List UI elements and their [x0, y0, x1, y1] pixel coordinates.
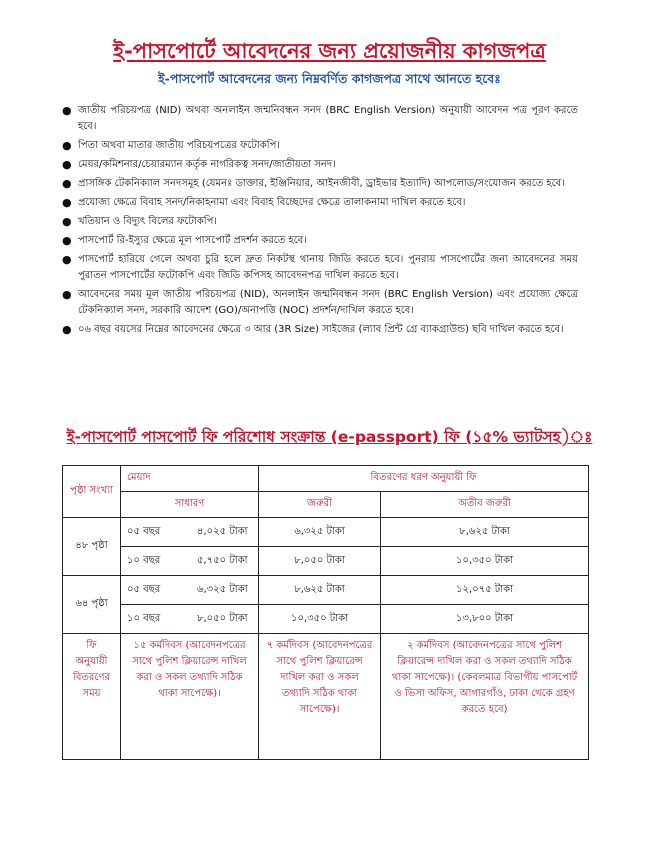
list-item: [62, 195, 578, 211]
bullet-icon: ●: [62, 323, 72, 336]
super-fee-cell: ১৩,৮০০ টাকা: [381, 605, 589, 634]
regular-fee-text: ৫,৭৫০ টাকা: [197, 554, 248, 566]
fee-table: [62, 465, 589, 760]
list-item: [62, 287, 578, 319]
list-item: [62, 214, 578, 230]
requirement-text: আবেদনের সময় মূল জাতীয় পরিচয়পত্র (NID), অনলাইন জন্মনিবন্ধন সনদ (BRC English Version) এবং প্রযোজ্য ক্ষেত্রে টেকনিক্যাল সনদ, সরকারি আদেশ (GO)/অনাপত্তি (NOC) প্রদর্শন/দাখিল করতে হবে।: [78, 289, 578, 316]
header-pages: পৃষ্ঠা সংখ্যা: [63, 466, 121, 518]
urgent-fee-cell: ১০,৩৫০ টাকা: [259, 605, 381, 634]
requirement-text: খতিয়ান ও বিদ্যুৎ বিলের ফটোকপি।: [78, 216, 217, 227]
fee-section-title: ই-পাসপোর্ট পাসপোর্ট ফি পরিশোধ সংক্রান্ত (e-passport) ফি (১৫% ভ্যাটসহ)ঃ: [66, 428, 593, 446]
list-item: [62, 103, 578, 135]
bullet-icon: ●: [62, 158, 72, 171]
regular-fee-text: ৬,৩২৫ টাকা: [197, 583, 248, 595]
regular-fee-text: ৮,০৫০ টাকা: [197, 612, 248, 624]
period-text: ০৫ বছর: [127, 583, 161, 595]
requirements-list: [62, 103, 578, 341]
table-row: [63, 518, 589, 547]
bullet-icon: ●: [62, 139, 72, 152]
header-super-urgent: অতীব জরুরী: [381, 492, 589, 518]
bullet-icon: ●: [62, 196, 72, 209]
page-subtitle: ই-পাসপোর্ট আবেদনের জন্য নিম্নবর্ণিত কাগজপত্র সাথে আনতে হবেঃ: [158, 71, 501, 86]
header-urgent: জরুরী: [259, 492, 381, 518]
header-validity: মেয়াদ: [121, 466, 259, 492]
list-item: [62, 138, 578, 154]
requirement-text: পাসপোর্ট রি-ইস্যুর ক্ষেত্রে মূল পাসপোর্ট প্রদর্শন করতে হবে।: [78, 235, 307, 246]
super-fee-cell: ৮,৬২৫ টাকা: [381, 518, 589, 547]
list-item: [62, 157, 578, 173]
requirement-text: পিতা অথবা মাতার জাতীয় পরিচয়পত্রের ফটোকপি।: [78, 140, 280, 151]
urgent-fee-cell: ৬,৩২৫ টাকা: [259, 518, 381, 547]
table-row: [63, 576, 589, 605]
list-item: [62, 233, 578, 249]
bullet-icon: ●: [62, 288, 72, 301]
bullet-icon: ●: [62, 253, 72, 266]
requirement-text: প্রাসঙ্গিক টেকনিক্যাল সনদসমূহ (যেমনঃ ডাক্তার, ইঞ্জিনিয়ার, আইনজীবী, ড্রাইভার ইত্যাদি) আপলোড/সংযোজন করতে হবে।: [78, 178, 565, 189]
delivery-regular-cell: ১৫ কর্মদিবস (আবেদনপত্রের সাথে পুলিশ ক্লিয়ারেন্স দাখিল করা ও সকল তথ্যাদি সঠিক থাকা সাপেক্ষে)।: [121, 634, 259, 760]
period-text: ০৫ বছর: [127, 525, 161, 537]
list-item: [62, 176, 578, 192]
urgent-fee-cell: ৮,০৫০ টাকা: [259, 547, 381, 576]
pages-cell: ৪৮ পৃষ্ঠা: [63, 518, 121, 576]
bullet-icon: ●: [62, 177, 72, 190]
period-text: ১০ বছর: [127, 612, 161, 624]
super-fee-cell: ১২,০৭৫ টাকা: [381, 576, 589, 605]
delivery-label-cell: ফি অনুযায়ী বিতরণের সময়: [63, 634, 121, 760]
table-header-row: [63, 492, 589, 518]
delivery-row: [63, 634, 589, 760]
super-fee-cell: ১০,৩৫০ টাকা: [381, 547, 589, 576]
table-row: [63, 605, 589, 634]
list-item: [62, 252, 578, 284]
requirement-text: পাসপোর্ট হারিয়ে গেলে অথবা চুরি হলে দ্রুত নিকটস্থ থানায় জিডি করতে হবে। পুনরায় পাসপোর্টের জন্য আবেদনের সময় পুরাতন পাসপোর্টের ফটোকপি এবং জিডি কপিসহ আবেদনপত্র দাখিল করতে হবে।: [78, 254, 578, 281]
regular-fee-text: ৪,০২৫ টাকা: [197, 525, 248, 537]
requirement-text: ০৬ বছর বয়সের নিম্নের আবেদনের ক্ষেত্রে ৩ আর (3R Size) সাইজের (ল্যাব প্রিন্ট গ্রে ব্যাকগ্রাউন্ড) ছবি দাখিল করতে হবে।: [78, 324, 564, 335]
bullet-icon: ●: [62, 104, 72, 117]
list-item: [62, 322, 578, 338]
urgent-fee-cell: ৮,৬২৫ টাকা: [259, 576, 381, 605]
page-title: ই-পাসপোর্টে আবেদনের জন্য প্রয়োজনীয় কাগজপত্র: [113, 39, 546, 63]
header-fee-group: বিতরণের ধরণ অনুযায়ী ফি: [259, 466, 589, 492]
requirement-text: মেয়র/কমিশনার/চেয়ারম্যান কর্তৃক নাগরিকত্ব সনদ/জাতীয়তা সনদ।: [78, 159, 336, 170]
bullet-icon: ●: [62, 234, 72, 247]
bullet-icon: ●: [62, 215, 72, 228]
header-regular: সাধারণ: [121, 492, 259, 518]
period-text: ১০ বছর: [127, 554, 161, 566]
requirement-text: জাতীয় পরিচয়পত্র (NID) অথবা অনলাইন জন্মনিবন্ধন সনদ (BRC English Version) অনুযায়ী আবেদন পত্র পূরণ করতে হবে।: [78, 105, 578, 132]
validity-regular-cell: [121, 518, 259, 547]
table-header-row: [63, 466, 589, 492]
validity-regular-cell: [121, 576, 259, 605]
delivery-urgent-cell: ৭ কর্মদিবস (আবেদনপত্রের সাথে পুলিশ ক্লিয়ারেন্স দাখিল করা ও সকল তথ্যাদি সঠিক থাকা সাপেক্ষে)।: [259, 634, 381, 760]
validity-regular-cell: [121, 605, 259, 634]
validity-regular-cell: [121, 547, 259, 576]
delivery-super-urgent-cell: ২ কর্মদিবস (আবেদনপত্রের সাথে পুলিশ ক্লিয়ারেন্স দাখিল করা ও সকল তথ্যাদি সঠিক থাকা সাপেক্ষে)। (কেবলমাত্র বিভাগীয় পাসপোর্ট ও ভিসা অফিস, আগারগাঁও, ঢাকা থেকে গ্রহণ করতে হবে): [381, 634, 589, 760]
table-row: [63, 547, 589, 576]
requirement-text: প্রযোজ্য ক্ষেত্রে বিবাহ সনদ/নিকাহনামা এবং বিবাহ বিচ্ছেদের ক্ষেত্রে তালাকনামা দাখিল করতে হবে।: [78, 197, 466, 208]
pages-cell: ৬৪ পৃষ্ঠা: [63, 576, 121, 634]
